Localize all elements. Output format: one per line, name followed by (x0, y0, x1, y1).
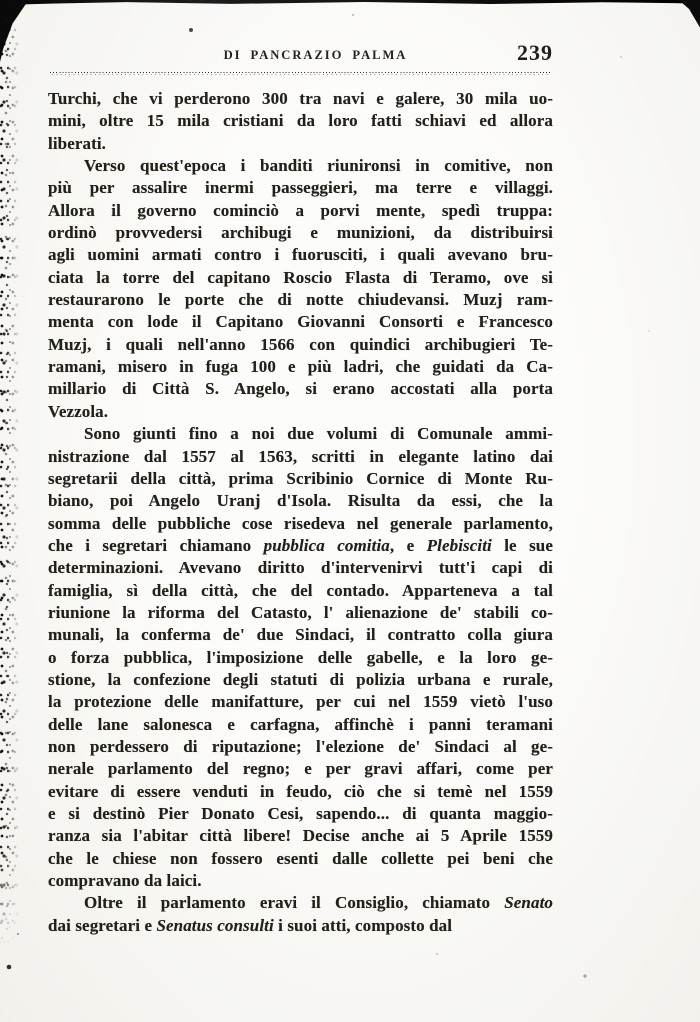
body-text (48, 88, 553, 937)
text-segment: delle lane salonesca e carfagna, affinchè i panni teramani (48, 714, 553, 734)
text-segment: che i segretari chiamano (48, 535, 264, 555)
text-line (48, 535, 553, 557)
text-line (48, 602, 553, 624)
running-header-title: DI PANCRAZIO PALMA (223, 47, 408, 62)
text-line (48, 356, 553, 378)
text-segment: Oltre il parlamento eravi il Consiglio, chiamato (84, 893, 505, 913)
text-segment: riunione la riforma del Catasto, l' alienazione de' stabili co- (48, 602, 553, 622)
text-line (48, 378, 553, 400)
binding-edge-texture (0, 0, 22, 955)
text-segment: biano, poi Angelo Uranj d'Isola. Risulta da essi, che la (48, 491, 553, 511)
scan-artifact-top-right-corner (674, 0, 700, 30)
text-segment: Verso quest'epoca i banditi riunironsi in comitive, non (84, 156, 553, 176)
text-segment: la protezione delle manifatture, per cui nel 1559 vietò l'uso (48, 692, 553, 712)
text-line (48, 803, 553, 825)
text-line (48, 133, 553, 155)
italic-text-segment: pubblica comitia (263, 535, 390, 555)
text-segment: Muzj, i quali nell'anno 1566 con quindici archibugieri Te- (48, 334, 553, 354)
text-segment: restaurarono le porte che di notte chiudevansi. Muzj ram- (48, 290, 553, 310)
text-line (48, 200, 553, 222)
text-line (48, 624, 553, 646)
text-line (48, 557, 553, 579)
text-segment: liberati. (48, 133, 107, 153)
text-line (48, 736, 553, 758)
text-segment: somma delle pubbliche cose risedeva nel generale parlamento, (48, 513, 553, 533)
italic-text-segment: Senatus consulti (156, 915, 274, 935)
text-segment: nerale parlamento del regno; e per gravi affari, come per (48, 759, 553, 779)
text-line (48, 244, 553, 266)
text-line (48, 401, 553, 423)
text-segment: munali, la conferma de' due Sindaci, il contratto colla giura (48, 625, 553, 645)
text-segment: che le chiese non fossero esenti dalle collette pei beni che (48, 848, 553, 868)
text-segment: determinazioni. Avevano diritto d'intervenirvi tutt'i capi di (48, 558, 553, 578)
text-line (48, 222, 553, 244)
header-dotted-rule (50, 72, 550, 76)
italic-text-segment: Plebisciti (426, 535, 492, 555)
text-segment: mini, oltre 15 mila cristiani da loro fatti schiavi ed allora (48, 111, 553, 131)
text-line (48, 825, 553, 847)
text-line (48, 758, 553, 780)
text-line (48, 177, 553, 199)
text-line (48, 647, 553, 669)
text-segment: le sue (491, 535, 554, 555)
text-segment: Turchi, che vi perderono 300 tra navi e galere, 30 mila uo- (48, 89, 553, 108)
text-line (48, 580, 553, 602)
text-segment: Allora il governo cominciò a porvi mente, spedì truppa: (48, 200, 553, 220)
text-segment: nistrazione dal 1557 al 1563, scritti in elegante latino dai (48, 446, 553, 466)
scan-speckles (0, 0, 2, 2)
text-line (48, 311, 553, 333)
text-segment: e si destinò Pier Donato Cesi, sapendo... di quanta maggio- (48, 804, 553, 823)
text-segment: evitare di essere venduti in feudo, ciò che si temè nel 1559 (48, 781, 553, 801)
text-segment: Vezzola. (48, 401, 109, 421)
text-segment: più per assalire inermi passeggieri, ma terre e villaggi. (48, 178, 553, 198)
text-line (48, 691, 553, 713)
text-line (48, 88, 553, 110)
text-line (48, 155, 553, 177)
binding-edge (0, 0, 22, 955)
text-segment: menta con lode il Capitano Giovanni Consorti e Francesco (48, 312, 553, 332)
text-line (48, 892, 553, 914)
text-line (48, 446, 553, 468)
text-line (48, 334, 553, 356)
text-line (48, 870, 553, 892)
text-segment: agli uomini armati contro i fuorusciti, i quali avevano bru- (48, 245, 553, 265)
text-line (48, 110, 553, 132)
text-segment: ranza sia l'abitar città libere! Decise anche ai 5 Aprile 1559 (48, 826, 553, 846)
text-line (48, 513, 553, 535)
italic-text-segment: Senato (504, 893, 553, 913)
text-line (48, 714, 553, 736)
text-line (48, 669, 553, 691)
text-segment: i suoi atti, composto dal (273, 915, 453, 935)
text-line (48, 289, 553, 311)
text-line (48, 915, 553, 937)
text-segment: stione, la confezione degli statuti di polizia urbana e rurale, (48, 669, 553, 689)
text-segment: compravano da laici. (48, 871, 202, 891)
text-segment: segretarii della città, prima Scribinio Cornice di Monte Ru- (48, 468, 553, 488)
text-line (48, 267, 553, 289)
text-line (48, 423, 553, 445)
text-segment: , e (389, 535, 427, 555)
text-segment: dai segretari e (48, 915, 157, 935)
text-segment: Sono giunti fino a noi due volumi di Comunale ammi- (84, 424, 553, 444)
text-line (48, 490, 553, 512)
text-segment: famiglia, sì della città, che del contado. Apparteneva a tal (48, 580, 553, 600)
text-line (48, 468, 553, 490)
text-segment: o forza pubblica, l'imposizione delle gabelle, e la loro ge- (48, 647, 553, 667)
text-line (48, 781, 553, 803)
text-segment: ordinò provvedersi archibugi e munizioni, da distribuirsi (48, 223, 553, 243)
text-segment: ciata la torre del capitano Roscio Flasta di Teramo, ove si (48, 267, 553, 287)
page-number: 239 (517, 40, 553, 65)
text-segment: ramani, misero in fuga 100 e più ladri, che guidati da Ca- (48, 357, 553, 377)
text-segment: millario di Città S. Angelo, si erano accostati alla porta (48, 379, 553, 399)
text-line (48, 848, 553, 870)
scan-artifact-top-edge (0, 0, 700, 5)
text-segment: non perdessero di riputazione; l'elezione de' Sindaci al ge- (48, 736, 553, 756)
